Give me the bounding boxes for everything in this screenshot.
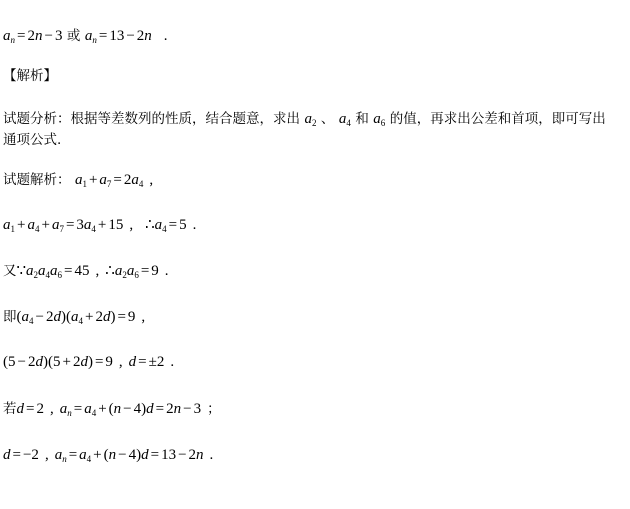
formula-solve-d: (5 − 2d)(5 + 2d) = 9 , d = ±2 . <box>3 354 175 370</box>
formula-case-2: d = −2 , $a_n = a_4 + (n - 4)d = 13 - 2n$ . <box>3 447 214 464</box>
answer-formula-2: $a_n = 13 - 2n$ . <box>84 28 168 45</box>
solution-line-5 <box>3 353 174 371</box>
solution-label: 试题解析： <box>3 172 71 188</box>
analysis-line-2: 通项公式. <box>3 132 62 148</box>
solution-line-7 <box>3 446 213 464</box>
formula-sum: $a_1 + a_4 + a_7 = 3a_4 + 15$ , $\therefore a_4 = 5$ . <box>3 217 197 234</box>
formula-product: $\because a_2a_4a_6 = 45$ , $\therefore a_2a_6 = 9$ . <box>16 263 169 280</box>
word-ji: 即 <box>3 309 17 325</box>
analysis-sep: 、 <box>320 111 335 127</box>
solution-line-6 <box>3 400 221 418</box>
formula-expand: $(a_4 - 2d)(a_4 + 2d) = 9$ , <box>16 309 146 326</box>
term-a2: $a_2$ <box>304 111 317 128</box>
term-a4: $a_4$ <box>338 111 351 128</box>
analysis-line-1 <box>3 110 606 128</box>
formula-case-1: d = 2 , $a_n = a_4 + (n - 4)d = 2n - 3$ <box>16 401 202 418</box>
analysis-label: 试题分析： <box>3 111 71 127</box>
answer-line <box>3 27 168 45</box>
analysis-and: 和 <box>355 111 369 127</box>
solution-line-2 <box>3 216 196 234</box>
analysis-heading: 【解析】 <box>3 68 57 84</box>
semicolon: ； <box>207 401 221 417</box>
solution-line-3 <box>3 262 169 280</box>
answer-connector: 或 <box>66 28 81 44</box>
word-ruo: 若 <box>3 401 17 417</box>
analysis-text-1: 根据等差数列的性质，结合题意，求出 <box>70 111 300 127</box>
formula-a1-a7: $a_1 + a_7 = 2a_4$ , <box>74 172 154 189</box>
term-a6: $a_6$ <box>373 111 386 128</box>
word-you: 又 <box>3 263 17 279</box>
answer-formula-1: $a_n = 2n - 3$ <box>3 28 63 45</box>
analysis-text-2: 的值，再求出公差和首项，即可写出 <box>389 111 606 127</box>
solution-line-4 <box>3 308 145 326</box>
solution-line-1 <box>3 171 153 189</box>
